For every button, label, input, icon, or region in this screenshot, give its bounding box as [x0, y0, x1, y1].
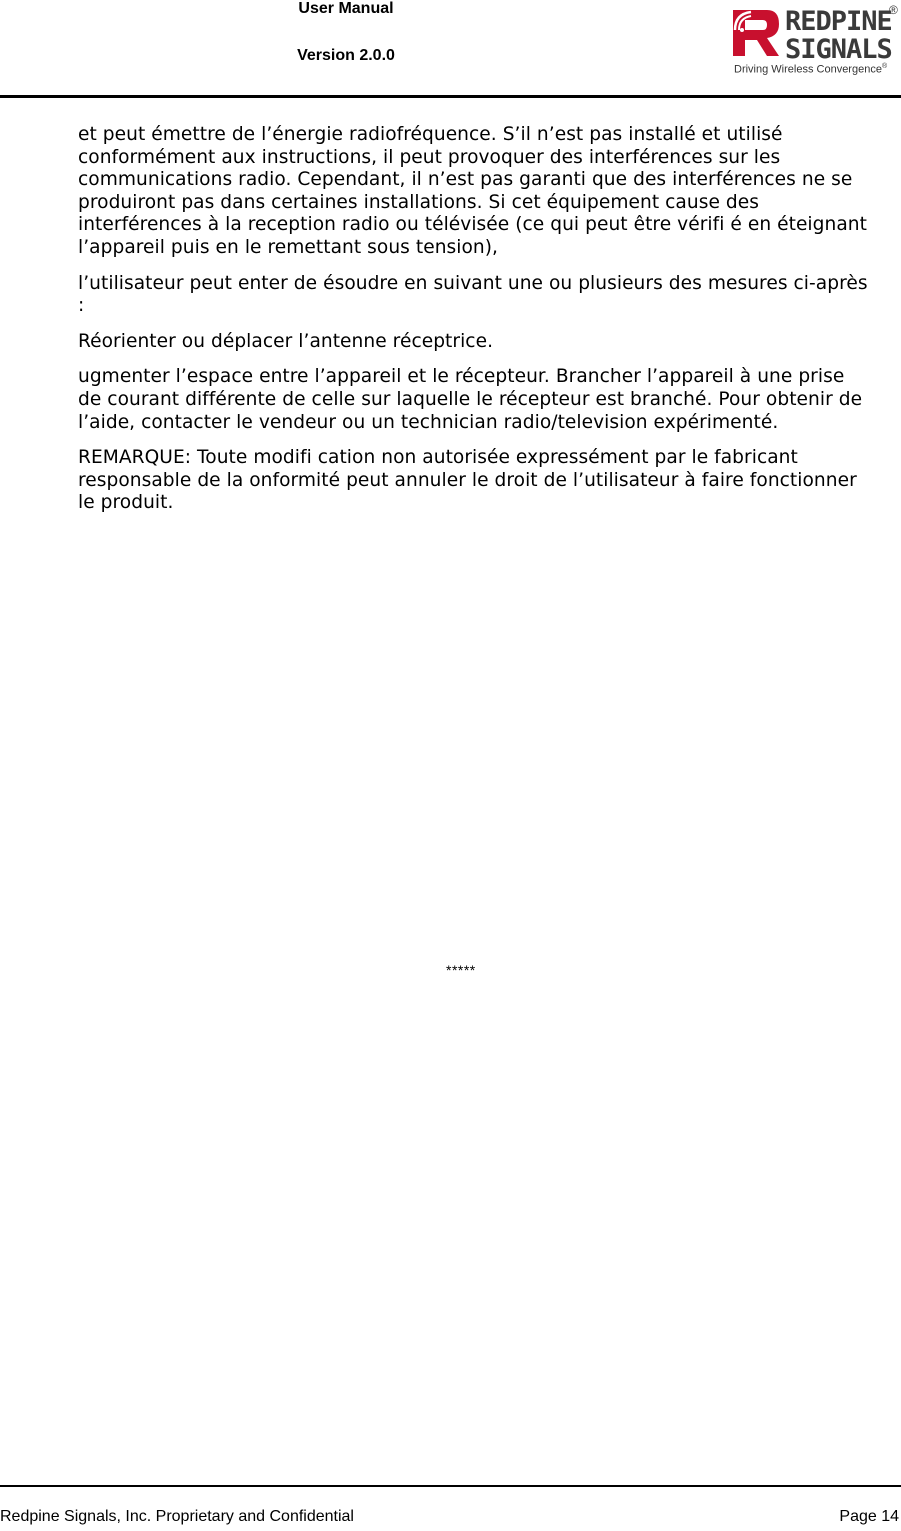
header-divider [0, 95, 901, 98]
document-body [78, 124, 868, 528]
logo-r-mark-icon [733, 10, 779, 56]
end-marker: ***** [446, 962, 476, 978]
document-title: User Manual [298, 0, 394, 17]
document-version: Version 2.0.0 [297, 47, 395, 64]
logo-word-signals: SIGNALS [785, 34, 892, 65]
paragraph: ugmenter l’espace entre l’appareil et le récepteur. Brancher l’appareil à une prise de courant différente de celle sur laquelle le récepteur est branché. Pour obtenir de l’aide, contacter le vendeur ou un technician radio/television expérimenté. [78, 366, 863, 433]
logo-word-redpine: REDPINE [785, 6, 892, 37]
page-number: Page 14 [839, 1508, 899, 1525]
registered-mark: ® [889, 3, 898, 17]
paragraph: REMARQUE: Toute modifi cation non autorisée expressément par le fabricant responsable de la onformité peut annuler le droit de l’utilisateur à faire fonctionner le produit. [78, 447, 857, 514]
logo-tagline: Driving Wireless Convergence® [734, 63, 888, 76]
paragraph: Réorienter ou déplacer l’antenne réceptrice. [78, 330, 494, 352]
paragraph: l’utilisateur peut enter de ésoudre en suivant une ou plusieurs des mesures ci-après : [78, 272, 868, 317]
footer-confidentiality: Redpine Signals, Inc. Proprietary and Confidential [0, 1508, 354, 1525]
footer-divider [0, 1485, 901, 1487]
paragraph: et peut émettre de l’énergie radiofréquence. S’il n’est pas installé et utilisé conformément aux instructions, il peut provoquer des interférences sur les communications radio. Cependant, il n’est pas garanti que des interférences ne se produiront pas dans certaines installations. Si cet équipement cause des interférences à la reception radio ou télévisée (ce qui peut être vérifi é en éteignant l’appareil puis en le remettant sous tension), [78, 124, 867, 258]
